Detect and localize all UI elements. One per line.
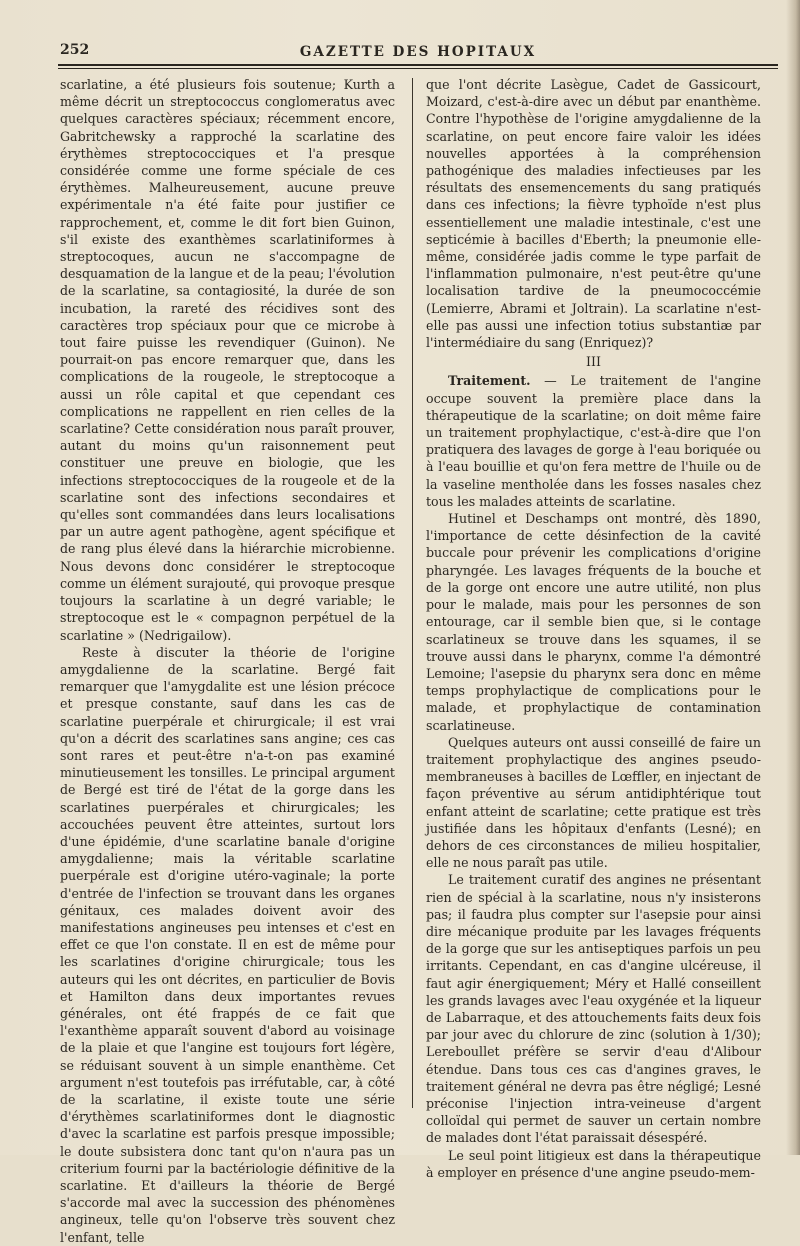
paragraph: Reste à discuter la théorie de l'origine amygdalienne de la scarlatine. Bergé fait remarquer que l'amygdalite est une lésion précoce et presque constante, sauf dans les cas de scarlatine puerpérale et chirurgicale; il est vrai qu'on a décrit des scarlatines sans angine; ces cas sont rares et peut-être n'a-t-on pas examiné minutieusement les tonsilles. Le principal argument de Bergé est tiré de l'état de la gorge dans les scarlatines puerpérales et chirurgicales; les accouchées peuvent être atteintes, surtout lors d'une épidémie, d'une scarlatine banale d'origine amygdalienne; mais la véritable scarlatine puerpérale est d'origine utéro-vaginale; la porte d'entrée de l'infection se trouvant dans les organes génitaux, ces malades doivent avoir des manifestations angineuses peu intenses et c'est en effet ce que l'on constate. Il en est de même pour les scarlatines d'origine chirurgicale; tous les auteurs qui les ont décrites, en particulier de Bovis et Hamilton dans deux importantes revues générales, ont été frappés de ce fait que l'exanthème apparaît souvent d'abord au voisinage de la plaie et que l'angine est toujours fort légère, se réduisant souvent à un simple enanthème. Cet argument n'est toutefois pas irréfutable, car, à côté de la scarlatine, il existe toute une série d'érythèmes scarlatiniformes dont le diagnostic d'avec la scarlatine est parfois presque impossible; le doute subsistera donc tant qu'on n'aura pas un criterium fourni par la bactériologie définitive de la scarlatine. Et d'ailleurs la théorie de Bergé s'accorde mal avec la succession des phénomènes angineux, telle qu'on l'observe très souvent chez l'enfant, telle xyxy=(60,644,395,1245)
paragraph: Le traitement curatif des angines ne présentant rien de spécial à la scarlatine, nous n'y insisterons pas; il faudra plus compter sur l'asepsie pour ainsi dire mécanique produite par les lavages fréquents de la gorge que sur les antiseptiques parfois un peu irritants. Cependant, en cas d'angine ulcéreuse, il faut agir énergiquement; Méry et Hallé conseillent les grands lavages avec l'eau oxygénée et la liqueur de Labarraque, et des attouchements faits deux fois par jour avec du chlorure de zinc (solution à 1/30); Lereboullet préfère se servir d'eau d'Alibour étendue. Dans tous ces cas d'angines graves, le traitement général ne devra pas être négligé; Lesné préconise l'injection intra-veineuse d'argent colloïdal qui permet de sauver un certain nombre de malades dont l'état paraissait désespéré. xyxy=(426,872,761,1146)
column-divider xyxy=(412,78,413,1108)
paragraph: que l'ont décrite Lasègue, Cadet de Gassicourt, Moizard, c'est-à-dire avec un début par enanthème. Contre l'hypothèse de l'origine amygdalienne de la scarlatine, on peut encore faire valoir les idées nouvelles apportées à la compréhension pathogénique des maladies infectieuses par les résultats des ensemencements du sang pratiqués dans ces infections; la fièvre typhoïde n'est plus essentiellement une maladie intestinale, c'est une septicémie à bacilles d'Eberth; la pneumonie elle-même, considérée jadis comme le type parfait de l'inflammation pulmonaire, n'est peut-être qu'une localisation tardive de la pneumococcémie (Lemierre, Abrami et Joltrain). La scarlatine n'est-elle pas aussi une infection totius substantiæ par l'intermédiaire du sang (Enriquez)? xyxy=(426,77,761,351)
section-intro: — Le traitement de l'angine occupe souvent la première place dans la thérapeutique de la scarlatine; on doit même faire un traitement prophylactique, c'est-à-dire que l'on pratiquera des lavages de gorge à l'eau boriquée ou à l'eau bouillie et qu'on fera mettre de l'huile ou de la vaseline mentholée dans les fosses nasales chez tous les malades atteints de scarlatine. xyxy=(426,373,761,509)
header-rule-thin xyxy=(58,68,778,69)
right-column xyxy=(426,76,761,1181)
paragraph: Le seul point litigieux est dans la thérapeutique à employer en présence d'une angine pseudo-mem- xyxy=(426,1147,761,1180)
header-rule-thick xyxy=(58,64,778,66)
page-header xyxy=(58,40,778,62)
paragraph: scarlatine, a été plusieurs fois soutenue; Kurth a même décrit un streptococcus conglomeratus avec quelques caractères spéciaux; récemment encore, Gabritchewsky a rapproché la scarlatine des érythèmes streptococciques et l'a presque considérée comme une forme spéciale de ces érythèmes. Malheureusement, aucune preuve expérimentale n'a été faite pour justifier ce rapprochement, et, comme le dit fort bien Guinon, s'il existe des exanthèmes scarlatiniformes à streptocoques, aucun ne s'accompagne de desquamation de la langue et de la peau; l'évolution de la scarlatine, sa contagiosité, la durée de son incubation, la rareté des récidives sont des caractères trop spéciaux pour que ce microbe à tout faire puisse les revendiquer (Guinon). Ne pourrait-on pas encore remarquer que, dans les complications de la rougeole, le streptocoque a aussi un rôle capital et que cependant ces complications ne rappellent en rien celles de la scarlatine? Cette considération nous paraît prouver, autant du moins qu'un raisonnement peut constituer une preuve en biologie, que les infections streptococciques de la rougeole et de la scarlatine sont des infections secondaires et qu'elles sont commandées dans leurs localisations par un autre agent pathogène, agent spécifique et de rang plus élevé dans la hiérarchie microbienne. Nous devons donc considérer le streptocoque comme un élément surajouté, qui provoque presque toujours la scarlatine à un degré variable; le streptocoque est le « compagnon perpétuel de la scarlatine » (Nedrigailow). xyxy=(60,77,395,643)
left-column xyxy=(60,76,395,1246)
paragraph: Hutinel et Deschamps ont montré, dès 1890, l'importance de cette désinfection de la cavité buccale pour prévenir les complications d'origine pharyngée. Les lavages fréquents de la bouche et de la gorge ont encore une autre utilité, non plus pour le malade, mais pour les personnes de son entourage, car il semble bien que, si le contage scarlatineux se trouve dans les squames, il se trouve aussi dans le pharynx, comme l'a démontré Lemoine; l'asepsie du pharynx sera donc en même temps prophylactique de complications pour le malade, et prophylactique de contamination scarlatineuse. xyxy=(426,511,761,733)
section-title: Traitement. xyxy=(448,373,531,389)
paragraph: Quelques auteurs ont aussi conseillé de faire un traitement prophylactique des angines pseudo-membraneuses à bacilles de Lœffler, en injectant de façon préventive au sérum antidiphtérique tout enfant atteint de scarlatine; cette pratique est très justifiée dans les hôpitaux d'enfants (Lesné); en dehors de ces circonstances de milieu hospitalier, elle ne nous paraît pas utile. xyxy=(426,734,761,871)
page-number: 252 xyxy=(60,42,90,58)
section-number: III xyxy=(586,354,601,370)
journal-title: GAZETTE DES HOPITAUX xyxy=(299,44,537,60)
page-edge-shadow xyxy=(786,0,800,1155)
section-paragraph xyxy=(426,372,761,510)
